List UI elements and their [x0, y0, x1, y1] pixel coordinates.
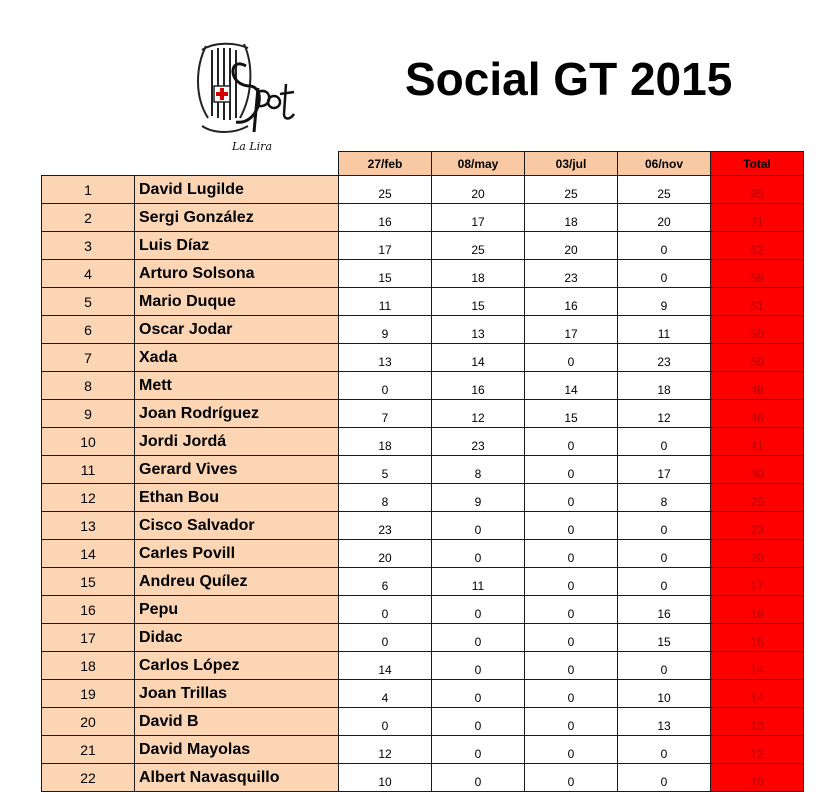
column-header-race-3: 03/jul [525, 152, 618, 176]
total-points-cell: 13 [711, 708, 804, 736]
table-row [42, 344, 804, 372]
race-points-cell: 0 [432, 764, 525, 792]
race-points-cell: 18 [432, 260, 525, 288]
position-cell: 13 [42, 512, 135, 540]
race-points-cell: 0 [339, 624, 432, 652]
race-points-cell: 0 [525, 596, 618, 624]
total-points-cell: 71 [711, 204, 804, 232]
total-points-cell: 50 [711, 344, 804, 372]
total-points-cell: 56 [711, 260, 804, 288]
race-points-cell: 18 [618, 372, 711, 400]
race-points-cell: 0 [618, 232, 711, 260]
race-points-cell: 0 [525, 764, 618, 792]
race-points-cell: 17 [525, 316, 618, 344]
table-row [42, 708, 804, 736]
table-row [42, 736, 804, 764]
race-points-cell: 23 [525, 260, 618, 288]
driver-name-cell: Luis Díaz [135, 232, 339, 260]
table-row [42, 288, 804, 316]
race-points-cell: 16 [618, 596, 711, 624]
driver-name-cell: Joan Trillas [135, 680, 339, 708]
driver-name-cell: Gerard Vives [135, 456, 339, 484]
race-points-cell: 15 [525, 400, 618, 428]
table-row [42, 568, 804, 596]
position-cell: 4 [42, 260, 135, 288]
race-points-cell: 14 [432, 344, 525, 372]
total-points-cell: 14 [711, 680, 804, 708]
driver-name-cell: Carlos López [135, 652, 339, 680]
race-points-cell: 0 [618, 428, 711, 456]
race-points-cell: 0 [432, 708, 525, 736]
table-row [42, 372, 804, 400]
race-points-cell: 0 [618, 540, 711, 568]
race-points-cell: 11 [618, 316, 711, 344]
total-points-cell: 51 [711, 288, 804, 316]
race-points-cell: 0 [432, 652, 525, 680]
total-points-cell: 12 [711, 736, 804, 764]
column-header-race-4: 06/nov [618, 152, 711, 176]
race-points-cell: 12 [339, 736, 432, 764]
race-points-cell: 20 [339, 540, 432, 568]
table-row [42, 428, 804, 456]
race-points-cell: 0 [432, 680, 525, 708]
lyre-logo-icon [188, 36, 300, 154]
position-cell: 21 [42, 736, 135, 764]
race-points-cell: 0 [525, 456, 618, 484]
race-points-cell: 0 [432, 596, 525, 624]
driver-name-cell: Carles Povill [135, 540, 339, 568]
race-points-cell: 23 [618, 344, 711, 372]
race-points-cell: 0 [525, 708, 618, 736]
position-cell: 11 [42, 456, 135, 484]
race-points-cell: 0 [432, 736, 525, 764]
header-blank [135, 152, 339, 176]
position-cell: 2 [42, 204, 135, 232]
total-points-cell: 62 [711, 232, 804, 260]
total-points-cell: 46 [711, 400, 804, 428]
race-points-cell: 12 [618, 400, 711, 428]
driver-name-cell: Jordi Jordá [135, 428, 339, 456]
driver-name-cell: Mett [135, 372, 339, 400]
position-cell: 20 [42, 708, 135, 736]
standings-body [42, 176, 804, 792]
race-points-cell: 6 [339, 568, 432, 596]
race-points-cell: 4 [339, 680, 432, 708]
position-cell: 6 [42, 316, 135, 344]
race-points-cell: 20 [618, 204, 711, 232]
race-points-cell: 8 [339, 484, 432, 512]
position-cell: 8 [42, 372, 135, 400]
race-points-cell: 0 [618, 260, 711, 288]
position-cell: 3 [42, 232, 135, 260]
race-points-cell: 10 [339, 764, 432, 792]
race-points-cell: 9 [339, 316, 432, 344]
total-points-cell: 50 [711, 316, 804, 344]
race-points-cell: 23 [432, 428, 525, 456]
total-points-cell: 17 [711, 568, 804, 596]
race-points-cell: 0 [525, 344, 618, 372]
table-row [42, 456, 804, 484]
driver-name-cell: Oscar Jodar [135, 316, 339, 344]
race-points-cell: 0 [432, 540, 525, 568]
driver-name-cell: Sergi González [135, 204, 339, 232]
race-points-cell: 0 [339, 596, 432, 624]
position-cell: 16 [42, 596, 135, 624]
driver-name-cell: David Lugilde [135, 176, 339, 204]
race-points-cell: 16 [339, 204, 432, 232]
total-points-cell: 20 [711, 540, 804, 568]
race-points-cell: 20 [525, 232, 618, 260]
race-points-cell: 0 [618, 568, 711, 596]
column-header-race-2: 08/may [432, 152, 525, 176]
race-points-cell: 18 [525, 204, 618, 232]
header-row [42, 152, 804, 176]
race-points-cell: 23 [339, 512, 432, 540]
column-header-total: Total [711, 152, 804, 176]
race-points-cell: 13 [432, 316, 525, 344]
total-points-cell: 41 [711, 428, 804, 456]
race-points-cell: 20 [432, 176, 525, 204]
race-points-cell: 16 [432, 372, 525, 400]
position-cell: 1 [42, 176, 135, 204]
total-points-cell: 14 [711, 652, 804, 680]
race-points-cell: 0 [432, 624, 525, 652]
total-points-cell: 10 [711, 764, 804, 792]
race-points-cell: 0 [339, 708, 432, 736]
race-points-cell: 12 [432, 400, 525, 428]
driver-name-cell: David Mayolas [135, 736, 339, 764]
race-points-cell: 7 [339, 400, 432, 428]
race-points-cell: 0 [525, 624, 618, 652]
race-points-cell: 13 [339, 344, 432, 372]
race-points-cell: 0 [618, 652, 711, 680]
total-points-cell: 23 [711, 512, 804, 540]
position-cell: 15 [42, 568, 135, 596]
driver-name-cell: Cisco Salvador [135, 512, 339, 540]
race-points-cell: 0 [525, 428, 618, 456]
table-row [42, 764, 804, 792]
table-row [42, 512, 804, 540]
table-row [42, 316, 804, 344]
race-points-cell: 0 [339, 372, 432, 400]
table-row [42, 260, 804, 288]
race-points-cell: 25 [339, 176, 432, 204]
table-row [42, 204, 804, 232]
race-points-cell: 9 [432, 484, 525, 512]
driver-name-cell: Arturo Solsona [135, 260, 339, 288]
race-points-cell: 0 [525, 512, 618, 540]
position-cell: 12 [42, 484, 135, 512]
race-points-cell: 18 [339, 428, 432, 456]
total-points-cell: 15 [711, 624, 804, 652]
race-points-cell: 11 [339, 288, 432, 316]
driver-name-cell: Albert Navasquillo [135, 764, 339, 792]
race-points-cell: 17 [618, 456, 711, 484]
standings-table [41, 151, 804, 792]
table-row [42, 596, 804, 624]
position-cell: 7 [42, 344, 135, 372]
race-points-cell: 8 [432, 456, 525, 484]
table-row [42, 176, 804, 204]
race-points-cell: 25 [432, 232, 525, 260]
table-row [42, 652, 804, 680]
club-logo [188, 36, 300, 154]
driver-name-cell: Andreu Quílez [135, 568, 339, 596]
position-cell: 17 [42, 624, 135, 652]
race-points-cell: 0 [525, 680, 618, 708]
position-cell: 22 [42, 764, 135, 792]
driver-name-cell: David B [135, 708, 339, 736]
driver-name-cell: Mario Duque [135, 288, 339, 316]
race-points-cell: 0 [432, 512, 525, 540]
race-points-cell: 15 [618, 624, 711, 652]
logo-caption: La Lira [232, 140, 272, 153]
race-points-cell: 17 [432, 204, 525, 232]
race-points-cell: 17 [339, 232, 432, 260]
race-points-cell: 0 [525, 484, 618, 512]
position-cell: 14 [42, 540, 135, 568]
race-points-cell: 0 [525, 652, 618, 680]
header-blank [42, 152, 135, 176]
table-row [42, 680, 804, 708]
position-cell: 18 [42, 652, 135, 680]
race-points-cell: 25 [618, 176, 711, 204]
table-row [42, 484, 804, 512]
column-header-race-1: 27/feb [339, 152, 432, 176]
race-points-cell: 0 [525, 568, 618, 596]
position-cell: 9 [42, 400, 135, 428]
table-row [42, 624, 804, 652]
race-points-cell: 0 [525, 540, 618, 568]
race-points-cell: 0 [618, 736, 711, 764]
total-points-cell: 48 [711, 372, 804, 400]
race-points-cell: 25 [525, 176, 618, 204]
race-points-cell: 13 [618, 708, 711, 736]
page-title: Social GT 2015 [405, 53, 733, 105]
total-points-cell: 95 [711, 176, 804, 204]
race-points-cell: 15 [432, 288, 525, 316]
table-row [42, 232, 804, 260]
total-points-cell: 16 [711, 596, 804, 624]
race-points-cell: 11 [432, 568, 525, 596]
race-points-cell: 0 [525, 736, 618, 764]
position-cell: 19 [42, 680, 135, 708]
driver-name-cell: Pepu [135, 596, 339, 624]
driver-name-cell: Joan Rodríguez [135, 400, 339, 428]
driver-name-cell: Ethan Bou [135, 484, 339, 512]
race-points-cell: 14 [525, 372, 618, 400]
position-cell: 10 [42, 428, 135, 456]
table-row [42, 540, 804, 568]
race-points-cell: 5 [339, 456, 432, 484]
race-points-cell: 16 [525, 288, 618, 316]
race-points-cell: 10 [618, 680, 711, 708]
race-points-cell: 0 [618, 764, 711, 792]
position-cell: 5 [42, 288, 135, 316]
driver-name-cell: Didac [135, 624, 339, 652]
total-points-cell: 25 [711, 484, 804, 512]
race-points-cell: 14 [339, 652, 432, 680]
race-points-cell: 15 [339, 260, 432, 288]
race-points-cell: 9 [618, 288, 711, 316]
driver-name-cell: Xada [135, 344, 339, 372]
total-points-cell: 30 [711, 456, 804, 484]
race-points-cell: 0 [618, 512, 711, 540]
race-points-cell: 8 [618, 484, 711, 512]
table-row [42, 400, 804, 428]
